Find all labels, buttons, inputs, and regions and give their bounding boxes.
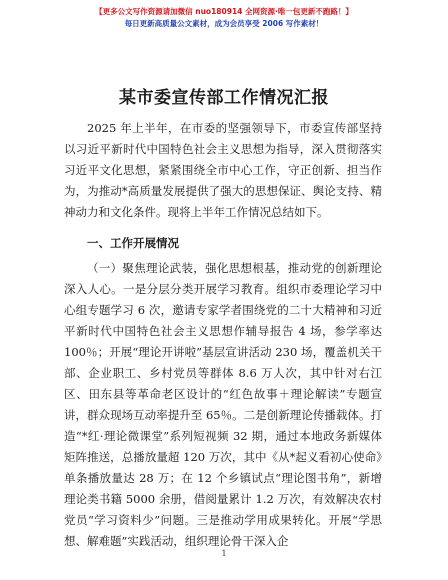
promo-banner-line-1: 【更多公文写作资源请加微信 nuo180914 全网资源·唯一包更新不跑路！】: [95, 7, 353, 16]
document-title: 某市委宣传部工作情况汇报: [119, 88, 329, 108]
promo-banner-line-2: 每日更新高质量公文素材，成为会员享受 2006 写作素材！: [124, 19, 324, 28]
document-body: [64, 118, 382, 552]
page-number: 1: [221, 549, 227, 558]
intro-paragraph: 2025 年上半年，在市委的坚强领导下，市委宣传部坚持以习近平新时代中国特色社会主义思想为指导，深入贯彻落实习近平文化思想，紧紧围绕全市中心工作，守正创新、担当作为，为推动*高质量发展提供了强大的思想保证、舆论支持、精神动力和文化条件。现将上半年工作情况总结如下。: [64, 121, 382, 219]
body-paragraph: （一）聚焦理论武装，强化思想根基，推动党的创新理论深入人心。一是分层分类开展学习教育。组织市委理论学习中心组专题学习 6 次，邀请专家学者围绕党的二十大精神和习近平新时代中国特色社会主义思想作辅导报告 4 场，参学率达 100％；开展“理论开讲啦”基层宣讲活动 230 场，覆盖机关干部、企业职工、乡村党员等群体 8.6 万人次，其中针对右江区、田东县等革命老区设计的“红色故事＋理论解读”专题宣讲，群众现场互动率提升至 65％。二是创新理论传播载体。打造“*红·理论微课堂”系列短视频 32 期，通过本地政务新媒体矩阵推送，总播放量超 120 万次，其中《从*起义看初心使命》单条播放量达 28 万；在 12 个乡镇试点“理论图书角”，新增理论类书籍 5000 余册，借阅量累计 1.2 万次，有效解决农村党员“学习资料少”问题。三是推动学用成果转化。开展“学思想、解难题”实践活动，组织理论骨干深入企: [64, 261, 382, 548]
section-heading: 一、工作开展情况: [87, 236, 179, 250]
